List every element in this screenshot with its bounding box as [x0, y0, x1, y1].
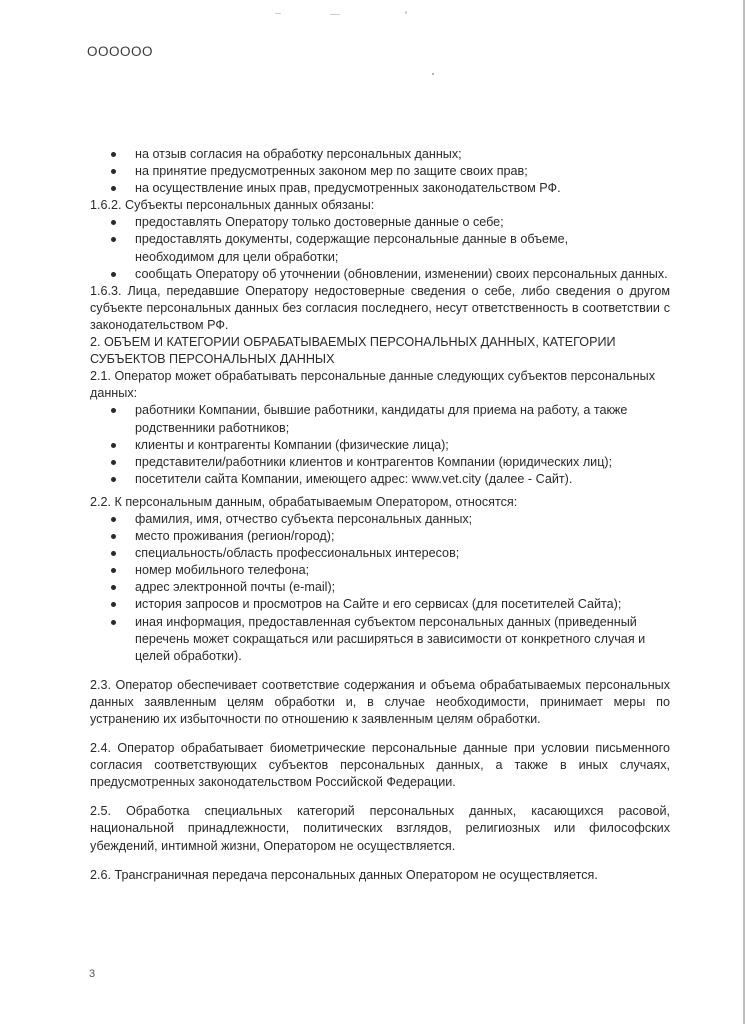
- list-item: предоставлять документы, содержащие персональные данные в объеме, необходимом для цели обработки;: [135, 231, 670, 265]
- bullet-icon: [111, 477, 116, 482]
- list-item: фамилия, имя, отчество субъекта персональных данных;: [135, 511, 670, 528]
- header-mark: OOOOOO: [87, 44, 154, 59]
- paragraph-1-6-2: 1.6.2. Субъекты персональных данных обязаны:: [90, 198, 375, 213]
- list-item: клиенты и контрагенты Компании (физические лица);: [135, 437, 670, 454]
- document-body: [90, 146, 670, 884]
- bullet-icon: [111, 186, 116, 191]
- section-2-heading: 2. ОБЪЕМ И КАТЕГОРИИ ОБРАБАТЫВАЕМЫХ ПЕРСОНАЛЬНЫХ ДАННЫХ, КАТЕГОРИИ СУБЪЕКТОВ ПЕРСОНАЛЬНЫХ ДАННЫХ: [90, 335, 616, 367]
- bullet-icon: [111, 152, 116, 157]
- bullet-icon: [111, 551, 116, 556]
- paragraph-2-6: 2.6. Трансграничная передача персональных данных Оператором не осуществляется.: [90, 867, 598, 882]
- rights-list: [90, 146, 670, 197]
- paragraph-1-6-3: 1.6.3. Лица, передавшие Оператору недостоверные сведения о себе, либо сведения о другом субъекте персональных данных без согласия последнего, несут ответственность в соответствии с законодательством РФ.: [90, 283, 670, 332]
- bullet-icon: [111, 443, 116, 448]
- subjects-list: [90, 402, 670, 487]
- list-item: на осуществление иных прав, предусмотренных законодательством РФ.: [135, 180, 670, 197]
- scan-edge-line: [743, 0, 745, 1024]
- bullet-icon: [111, 408, 116, 413]
- bullet-icon: [111, 568, 116, 573]
- list-item: иная информация, предоставленная субъектом персональных данных (приведенный перечень может сокращаться или расширяться в зависимости от конкретного случая и целей обработки).: [135, 614, 670, 665]
- list-item: история запросов и просмотров на Сайте и его сервисах (для посетителей Сайта);: [135, 596, 670, 613]
- paragraph-2-5: 2.5. Обработка специальных категорий персональных данных, касающихся расовой, национальной принадлежности, политических взглядов, религиозных или философских убеждений, интимной жизни, Оператором не осуществляется.: [90, 804, 670, 853]
- scan-speck: [432, 73, 434, 75]
- bullet-icon: [111, 602, 116, 607]
- list-item: номер мобильного телефона;: [135, 562, 670, 579]
- data-categories-list: [90, 511, 670, 665]
- list-item: на принятие предусмотренных законом мер по защите своих прав;: [135, 163, 670, 180]
- paragraph-2-2: 2.2. К персональным данным, обрабатываемым Оператором, относятся:: [90, 494, 518, 509]
- bullet-icon: [111, 272, 116, 277]
- list-item: работники Компании, бывшие работники, кандидаты для приема на работу, а также родственники работников;: [135, 402, 670, 436]
- bullet-icon: [111, 517, 116, 522]
- list-item: адрес электронной почты (e-mail);: [135, 579, 670, 596]
- bullet-icon: [111, 534, 116, 539]
- list-item: на отзыв согласия на обработку персональных данных;: [135, 146, 670, 163]
- page-number: 3: [89, 968, 96, 980]
- scan-speck: [405, 11, 407, 14]
- bullet-icon: [111, 585, 116, 590]
- scan-speck: [330, 14, 340, 15]
- list-item: место проживания (регион/город);: [135, 528, 670, 545]
- paragraph-2-4: 2.4. Оператор обрабатывает биометрические персональные данные при условии письменного согласия соответствующих субъектов персональных данных, а также в иных случаях, предусмотренных законодательством Российской Федерации.: [90, 741, 670, 790]
- duties-list: [90, 214, 670, 282]
- paragraph-2-1: 2.1. Оператор может обрабатывать персональные данные следующих субъектов персональных данных:: [90, 369, 656, 401]
- list-item: специальность/область профессиональных интересов;: [135, 545, 670, 562]
- list-item: предоставлять Оператору только достоверные данные о себе;: [135, 214, 670, 231]
- bullet-icon: [111, 220, 116, 225]
- bullet-icon: [111, 169, 116, 174]
- paragraph-2-3: 2.3. Оператор обеспечивает соответствие содержания и объема обрабатываемых персональных данных заявленным целям обработки и, в случае необходимости, принимает меры по устранению их избыточности по отношению к заявленным целям обработки.: [90, 677, 670, 726]
- list-item: представители/работники клиентов и контрагентов Компании (юридических лиц);: [135, 454, 670, 471]
- list-item: посетители сайта Компании, имеющего адрес: www.vet.city (далее - Сайт).: [135, 471, 670, 488]
- bullet-icon: [111, 620, 116, 625]
- scan-speck: [275, 13, 281, 14]
- bullet-icon: [111, 460, 116, 465]
- list-item: сообщать Оператору об уточнении (обновлении, изменении) своих персональных данных.: [135, 266, 670, 283]
- bullet-icon: [111, 237, 116, 242]
